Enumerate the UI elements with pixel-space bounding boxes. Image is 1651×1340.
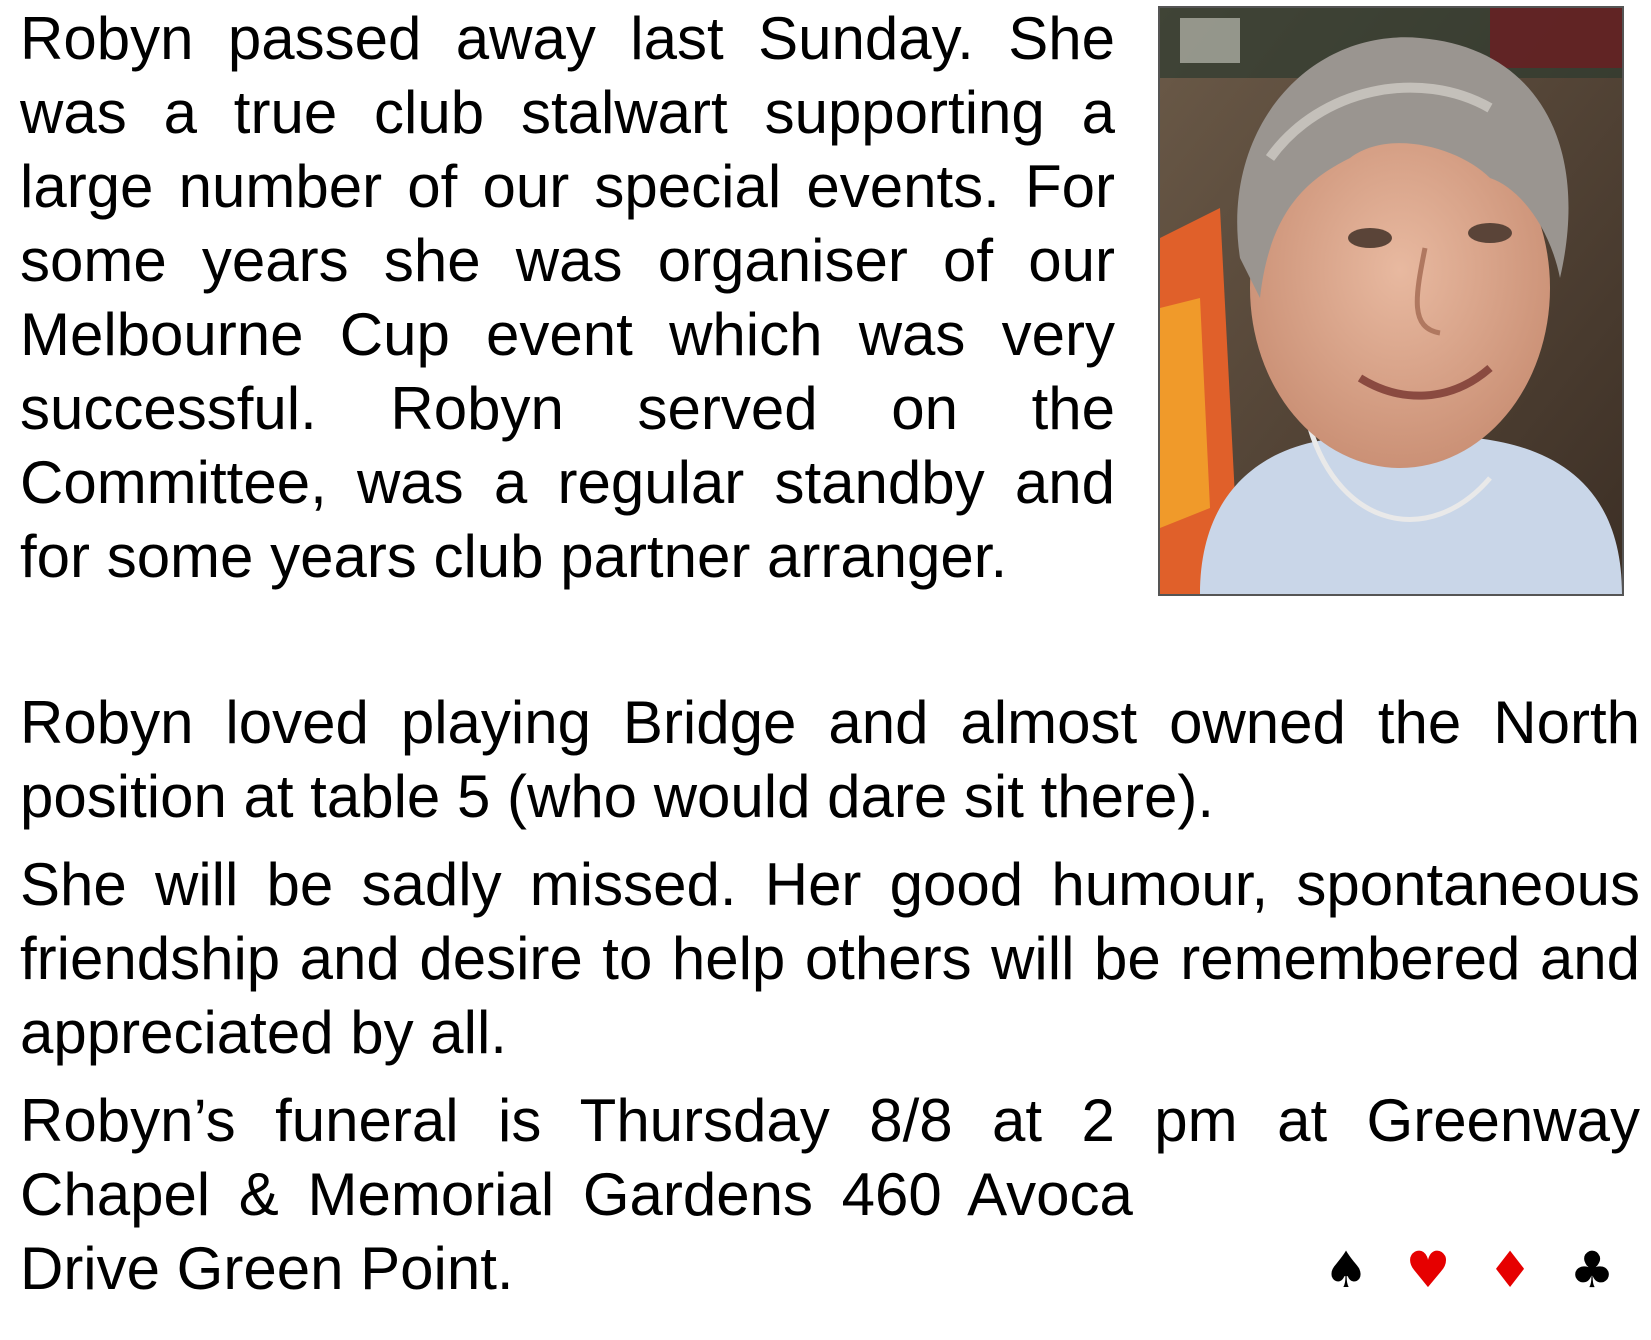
club-icon: ♣ — [1569, 1241, 1615, 1299]
heart-icon: ♥ — [1405, 1241, 1451, 1299]
paragraph-tribute: Robyn passed away last Sunday. She was a true club stalwart supporting a large number of our special events. For some years she was organiser of our Melbourne Cup event which was very successful. Robyn served on the Committee, was a regular standby and for some years club partner arranger. — [20, 5, 1115, 590]
funeral-line-2: Chapel & Memorial Gardens 460 Avoca — [20, 1161, 1133, 1228]
paragraph-missed: She will be sadly missed. Her good humour, spontaneous friendship and desire to help others will be remembered and appreciated by all. — [20, 851, 1640, 1066]
spade-icon: ♠ — [1323, 1241, 1369, 1299]
portrait-photo — [1158, 6, 1624, 596]
diamond-icon: ♦ — [1487, 1241, 1533, 1299]
portrait-illustration — [1160, 8, 1622, 594]
funeral-last-row — [20, 1232, 1640, 1306]
intro-section — [20, 0, 1640, 674]
funeral-line-1: Robyn’s funeral is Thursday 8/8 at 2 pm at Greenway — [20, 1087, 1640, 1154]
paragraph-bridge: Robyn loved playing Bridge and almost owned the North position at table 5 (who would dare sit there). — [20, 689, 1640, 830]
funeral-line-3: Drive Green Point. — [20, 1235, 514, 1302]
paragraph-funeral — [20, 1084, 1640, 1306]
card-suits — [1320, 1240, 1618, 1300]
memorial-notice — [20, 0, 1640, 1306]
